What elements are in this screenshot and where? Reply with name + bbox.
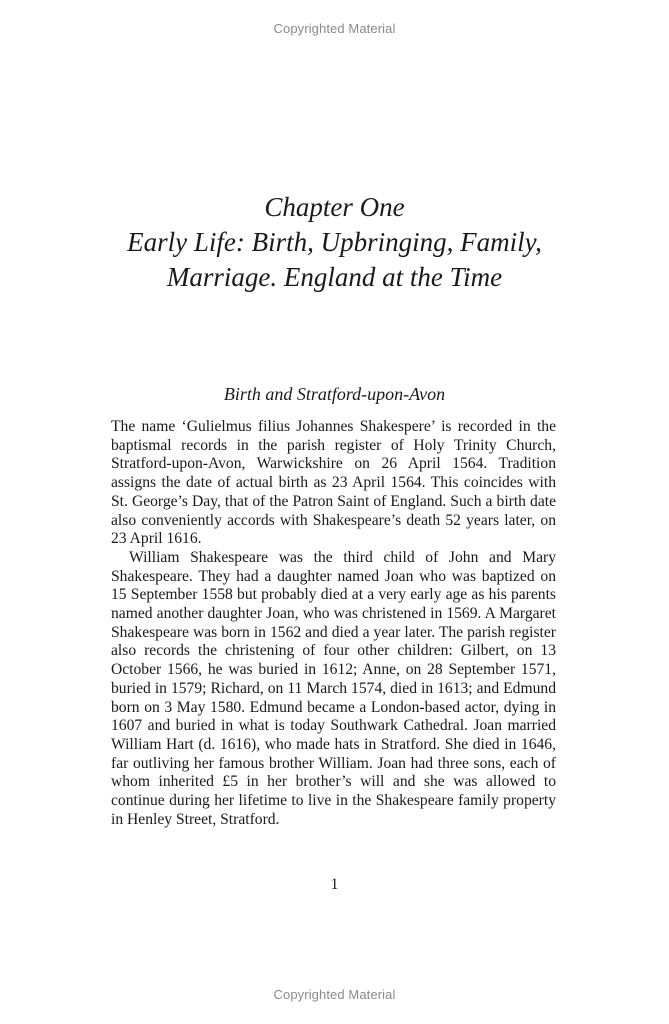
copyright-watermark-bottom: Copyrighted Material [273,987,396,1002]
chapter-number: Chapter One [264,192,405,222]
chapter-title-line-2: Marriage. England at the Time [166,262,503,292]
copyright-watermark-top: Copyrighted Material [273,21,396,36]
chapter-heading [60,190,609,295]
body-text [111,418,556,829]
paragraph-1: The name ‘Gulielmus filius Johannes Shakespere’ is recorded in the baptismal records in the parish register of Holy Trinity Church, Stratford-upon-Avon, Warwickshire on 26 April 1564. Tradition assigns the date of actual birth as 23 April 1564. This coincides with St. George’s Day, that of the Patron Saint of England. Such a birth date also conveniently accords with Shakespeare’s death 52 years later, on 23 April 1616. [111,418,556,548]
section-title: Birth and Stratford-upon-Avon [223,384,446,404]
page-number: 1 [330,876,339,893]
chapter-title-line-1: Early Life: Birth, Upbringing, Family, [127,227,542,257]
paragraph-2: William Shakespeare was the third child of John and Mary Shakespeare. They had a daughter named Joan who was baptized on 15 September 1558 but probably died at a very early age as his parents named another daughter Joan, who was christened in 1569. A Margaret Shakespeare was born in 1562 and died a year later. The parish register also records the christening of four other children: Gilbert, on 13 October 1566, he was buried in 1612; Anne, on 28 September 1571, buried in 1579; Richard, on 11 March 1574, died in 1613; and Edmund born on 3 May 1580. Edmund became a London-based actor, dying in 1607 and buried in what is today Southwark Cathedral. Joan married William Hart (d. 1616), who made hats in Stratford. She died in 1646, far outliving her famous brother William. Joan had three sons, each of whom inherited £5 in her brother’s will and she was allowed to continue during her lifetime to live in the Shakespeare family property in Henley Street, Stratford. [111,548,556,828]
